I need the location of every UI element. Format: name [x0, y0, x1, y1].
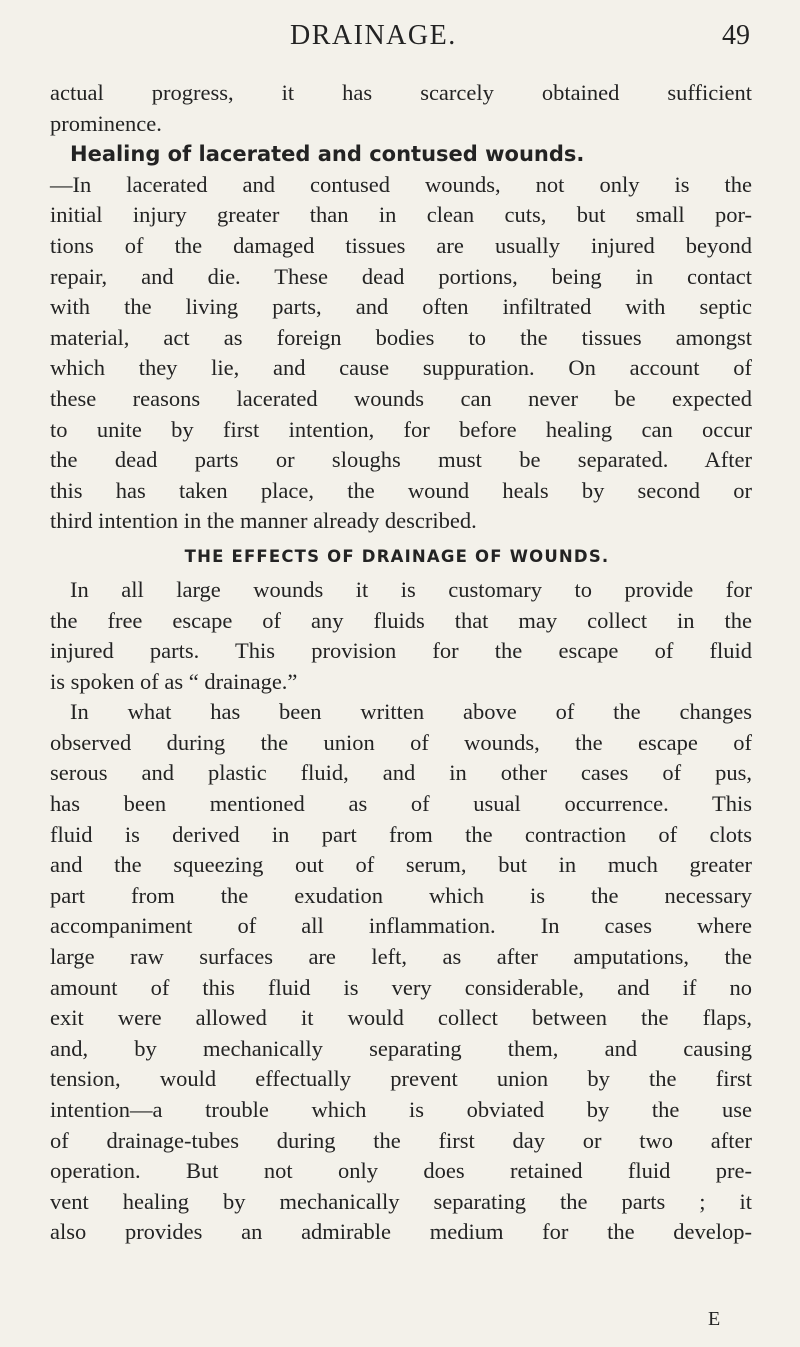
- text-line: which they lie, and cause suppuration. On account of: [50, 355, 752, 381]
- text-line: In all large wounds it is customary to provide for: [70, 576, 752, 602]
- text-line: is spoken of as “ drainage.”: [50, 668, 298, 694]
- running-head: [0, 20, 800, 60]
- text-line: third intention in the manner already described.: [50, 508, 477, 534]
- bold-subheading: Healing of lacerated and contused wounds.: [70, 142, 585, 167]
- text-line: prominence.: [50, 110, 162, 136]
- text-line: operation. But not only does retained fluid pre-: [50, 1158, 752, 1184]
- text-line: intention—a trouble which is obviated by the use: [50, 1097, 752, 1122]
- text-line: these reasons lacerated wounds can never be expected: [50, 385, 752, 411]
- text-line: vent healing by mechanically separating the parts ; it: [50, 1188, 752, 1214]
- text-line: initial injury greater than in clean cuts, but small por-: [50, 202, 752, 228]
- text-line: actual progress, it has scarcely obtained sufficient: [50, 80, 752, 105]
- bold-subheading-line: [50, 139, 752, 170]
- text-line: with the living parts, and often infiltrated with septic: [50, 294, 752, 320]
- text-line: exit were allowed it would collect between the flaps,: [50, 1005, 752, 1031]
- text-line: serous and plastic fluid, and in other cases of pus,: [50, 760, 752, 786]
- running-head-title: DRAINAGE.: [290, 20, 457, 51]
- text-line: the dead parts or sloughs must be separated. After: [50, 447, 752, 473]
- text-line: the free escape of any fluids that may collect in the: [50, 607, 752, 633]
- text-line: injured parts. This provision for the escape of fluid: [50, 638, 752, 664]
- text-line: part from the exudation which is the necessary: [50, 882, 752, 908]
- text-line: has been mentioned as of usual occurrence. This: [50, 791, 752, 817]
- text-line: also provides an admirable medium for the develop-: [50, 1219, 752, 1245]
- text-line: of drainage-tubes during the first day or two after: [50, 1127, 752, 1153]
- signature-mark: E: [708, 1308, 721, 1330]
- text-line: and the squeezing out of serum, but in much greater: [50, 852, 752, 878]
- text-line: this has taken place, the wound heals by second or: [50, 477, 752, 503]
- text-line: large raw surfaces are left, as after amputations, the: [50, 944, 752, 970]
- body-text: [50, 78, 752, 1248]
- page-number: 49: [722, 20, 750, 51]
- text-line: accompaniment of all inflammation. In cases where: [50, 913, 752, 939]
- text-line: and, by mechanically separating them, and causing: [50, 1035, 752, 1061]
- text-line: —In lacerated and contused wounds, not only is the: [50, 171, 752, 197]
- text-line: to unite by first intention, for before healing can occur: [50, 416, 752, 442]
- section-heading: THE EFFECTS OF DRAINAGE OF WOUNDS.: [184, 546, 610, 566]
- paragraph-drainage-body: [50, 697, 752, 1248]
- text-line: tions of the damaged tissues are usually injured beyond: [50, 232, 752, 258]
- text-line: material, act as foreign bodies to the tissues amongst: [50, 324, 752, 350]
- text-line: observed during the union of wounds, the escape of: [50, 729, 752, 755]
- text-line: In what has been written above of the changes: [70, 699, 752, 725]
- paragraph-drainage-intro: [50, 575, 752, 697]
- paragraph-continued: [50, 78, 752, 139]
- text-line: amount of this fluid is very considerable, and if no: [50, 974, 752, 1000]
- text-line: fluid is derived in part from the contraction of clots: [50, 821, 752, 847]
- text-line: repair, and die. These dead portions, being in contact: [50, 263, 752, 289]
- text-line: tension, would effectually prevent union by the first: [50, 1066, 752, 1092]
- paragraph-healing: [50, 139, 752, 537]
